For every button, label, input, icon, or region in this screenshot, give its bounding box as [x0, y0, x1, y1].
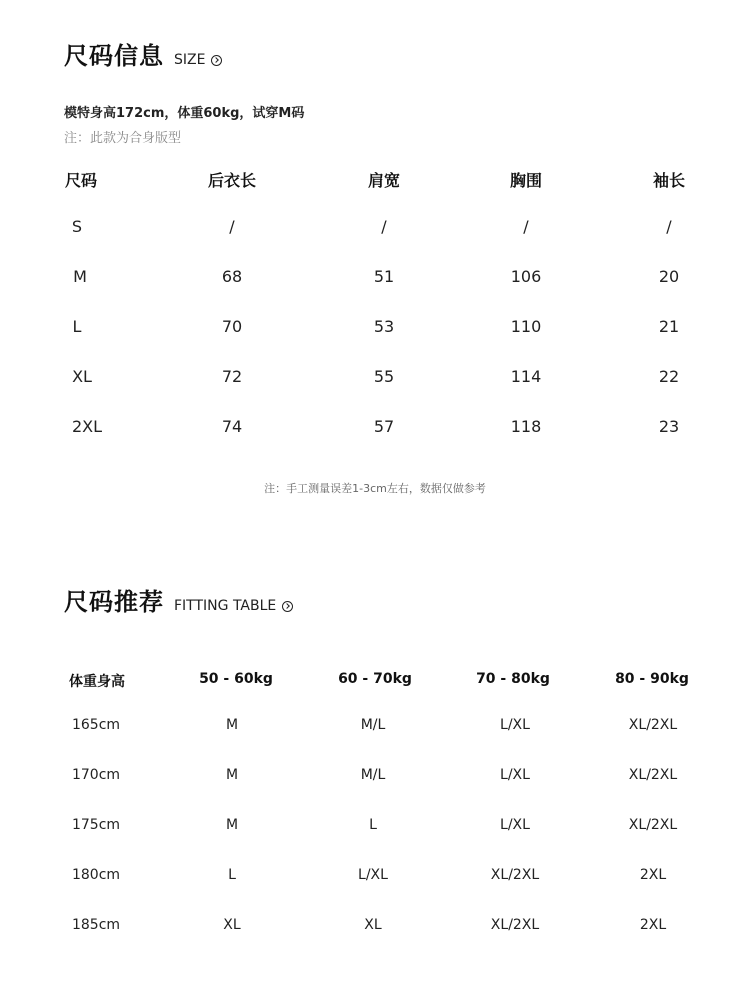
table-cell: 74: [221, 417, 243, 436]
table-cell: /: [381, 217, 387, 236]
table-cell: /: [229, 217, 235, 236]
table-cell: /: [523, 217, 529, 236]
table-cell: XL: [364, 917, 382, 933]
table-cell: 110: [510, 317, 542, 336]
chevron-right-circle-icon: [282, 601, 293, 612]
measurement-note: 注：手工测量误差1-3cm左右，数据仅做参考: [264, 482, 486, 495]
table-cell: 2XL: [71, 417, 103, 436]
table-cell: 20: [658, 267, 680, 286]
table-cell: XL/2XL: [628, 717, 678, 733]
table-cell: L/XL: [500, 767, 530, 783]
table-cell: 68: [221, 267, 243, 286]
table-cell: /: [666, 217, 672, 236]
table-cell: 21: [658, 317, 680, 336]
table-cell: 2XL: [639, 917, 667, 933]
table-cell: 118: [510, 417, 542, 436]
table-cell: XL/2XL: [628, 767, 678, 783]
size-header-cell: 胸围: [509, 171, 543, 190]
table-cell: 72: [221, 367, 243, 386]
table-row: [0, 367, 750, 391]
fit-note: 注：此款为合身版型: [64, 131, 182, 146]
table-cell: 165cm: [71, 717, 121, 733]
table-row: [0, 717, 750, 741]
table-cell: 55: [373, 367, 395, 386]
table-cell: S: [71, 217, 83, 236]
size-header-cell: 尺码: [64, 171, 98, 190]
table-cell: 106: [510, 267, 542, 286]
size-header-cell: 后衣长: [207, 171, 257, 190]
table-cell: 2XL: [639, 867, 667, 883]
table-cell: M: [225, 767, 239, 783]
table-cell: L/XL: [500, 717, 530, 733]
table-row: [0, 917, 750, 941]
table-cell: M: [73, 267, 87, 286]
table-row: [0, 267, 750, 291]
fitting-header-cell: 80 - 90kg: [615, 671, 689, 687]
size-table-header: [0, 168, 750, 192]
table-cell: L/XL: [500, 817, 530, 833]
table-cell: XL/2XL: [490, 917, 540, 933]
table-row: [0, 867, 750, 891]
size-header-cell: 袖长: [652, 171, 686, 190]
chevron-right-circle-icon: [211, 55, 222, 66]
table-cell: L/XL: [358, 867, 388, 883]
size-section-header: [64, 36, 222, 71]
table-cell: 114: [510, 367, 542, 386]
table-cell: M/L: [360, 767, 386, 783]
table-cell: XL: [223, 917, 241, 933]
fitting-header-cell: 50 - 60kg: [199, 671, 273, 687]
model-note: 模特身高172cm，体重60kg，试穿M码: [64, 106, 305, 121]
fitting-header-cell: 体重身高: [69, 674, 125, 690]
table-cell: M/L: [360, 717, 386, 733]
table-cell: M: [225, 817, 239, 833]
table-cell: 51: [373, 267, 395, 286]
table-row: [0, 817, 750, 841]
size-section-title: 尺码信息: [64, 42, 164, 70]
table-row: [0, 217, 750, 241]
table-cell: 57: [373, 417, 395, 436]
size-section-subtitle: SIZE: [174, 52, 206, 68]
fitting-header-cell: 60 - 70kg: [338, 671, 412, 687]
table-cell: 53: [373, 317, 395, 336]
table-cell: M: [225, 717, 239, 733]
table-cell: L: [72, 317, 82, 336]
fitting-section-title: 尺码推荐: [64, 588, 164, 616]
table-cell: 175cm: [71, 817, 121, 833]
fitting-section-header: [64, 582, 293, 617]
table-cell: XL: [72, 367, 92, 386]
table-cell: L: [369, 817, 377, 833]
table-row: [0, 767, 750, 791]
size-header-cell: 肩宽: [367, 171, 401, 190]
table-row: [0, 317, 750, 341]
table-cell: 22: [658, 367, 680, 386]
table-cell: 23: [658, 417, 680, 436]
table-cell: 170cm: [71, 767, 121, 783]
table-cell: 70: [221, 317, 243, 336]
table-cell: XL/2XL: [628, 817, 678, 833]
size-section-subtitle-wrap: [174, 52, 222, 68]
table-row: [0, 417, 750, 441]
table-cell: L: [228, 867, 236, 883]
table-cell: XL/2XL: [490, 867, 540, 883]
table-cell: 185cm: [71, 917, 121, 933]
fitting-table-header: [0, 671, 750, 695]
table-cell: 180cm: [71, 867, 121, 883]
fitting-section-subtitle: FITTING TABLE: [174, 598, 277, 614]
fitting-section-subtitle-wrap: [174, 598, 293, 614]
fitting-header-cell: 70 - 80kg: [476, 671, 550, 687]
